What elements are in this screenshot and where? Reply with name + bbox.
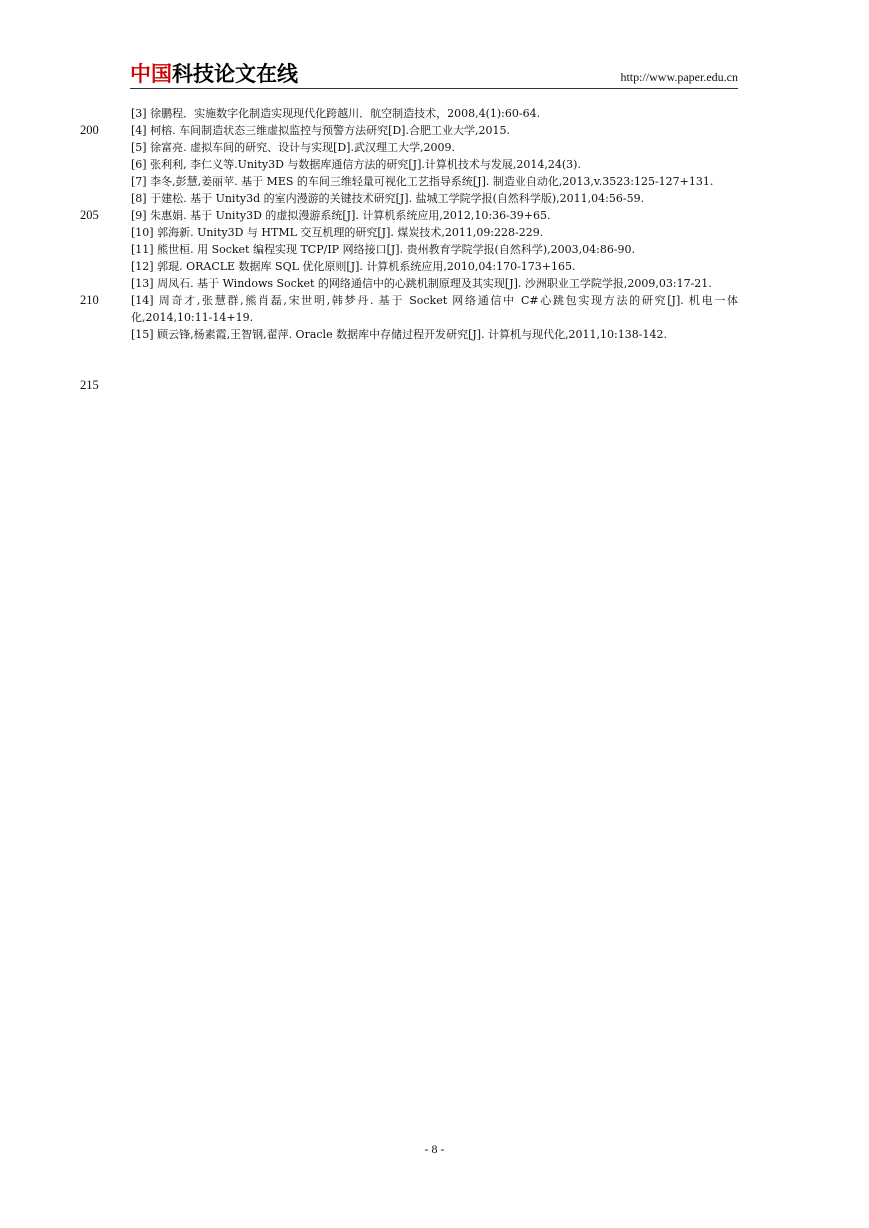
line-number-210: 210 [80, 293, 99, 307]
reference-item: [15] 顾云锋,杨素霞,王智钢,翟萍. Oracle 数据库中存储过程开发研究[J]. 计算机与现代化,2011,10:138-142. [131, 328, 667, 341]
line-number-205: 205 [80, 208, 99, 222]
site-logo [130, 62, 298, 86]
reference-item: [9] 朱惠娟. 基于 Unity3D 的虚拟漫游系统[J]. 计算机系统应用,2012,10:36-39+65. [131, 209, 551, 222]
reference-item: [8] 于建松. 基于 Unity3d 的室内漫游的关键技术研究[J]. 盐城工学院学报(自然科学版),2011,04:56-59. [131, 192, 645, 205]
logo-black-text: 科技论文在线 [172, 62, 298, 86]
page-number: - 8 - [424, 1142, 445, 1156]
reference-item: [3] 徐鹏程．实施数字化制造实现现代化跨越川．航空制造技术，2008,4(1):60-64. [131, 107, 541, 120]
reference-item: [11] 熊世桓. 用 Socket 编程实现 TCP/IP 网络接口[J]. 贵州教育学院学报(自然科学),2003,04:86-90. [131, 243, 636, 256]
logo-red-text: 中国 [130, 62, 172, 86]
header-url: http://www.paper.edu.cn [620, 70, 738, 84]
reference-item: [13] 周凤石. 基于 Windows Socket 的网络通信中的心跳机制原理及其实现[J]. 沙洲职业工学院学报,2009,03:17-21. [131, 277, 712, 290]
reference-item: [7] 李冬,彭慧,姜丽苹. 基于 MES 的车间三维轻量可视化工艺指导系统[J]. 制造业自动化,2013,v.3523:125-127+131. [131, 175, 714, 188]
line-number-215: 215 [80, 378, 99, 392]
reference-item: [4] 柯榕. 车间制造状态三维虚拟监控与预警方法研究[D].合肥工业大学,2015. [131, 124, 510, 137]
reference-item: [14] 周奇才,张慧群,熊肖磊,宋世明,韩梦丹. 基于 Socket 网络通信中 C#心跳包实现方法的研究[J]. 机电一体化,2014,10:11-14+19. [131, 294, 738, 324]
reference-item: [6] 张利利, 李仁义等.Unity3D 与数据库通信方法的研究[J].计算机技术与发展,2014,24(3). [131, 158, 581, 171]
reference-list [131, 105, 738, 343]
reference-item: [10] 郭海新. Unity3D 与 HTML 交互机理的研究[J]. 煤炭技术,2011,09:228-229. [131, 226, 544, 239]
reference-item: [5] 徐富亮. 虚拟车间的研究、设计与实现[D].武汉理工大学,2009. [131, 141, 455, 154]
page-header [130, 62, 738, 89]
reference-item: [12] 郭琨. ORACLE 数据库 SQL 优化原则[J]. 计算机系统应用,2010,04:170-173+165. [131, 260, 576, 273]
line-number-200: 200 [80, 123, 99, 137]
